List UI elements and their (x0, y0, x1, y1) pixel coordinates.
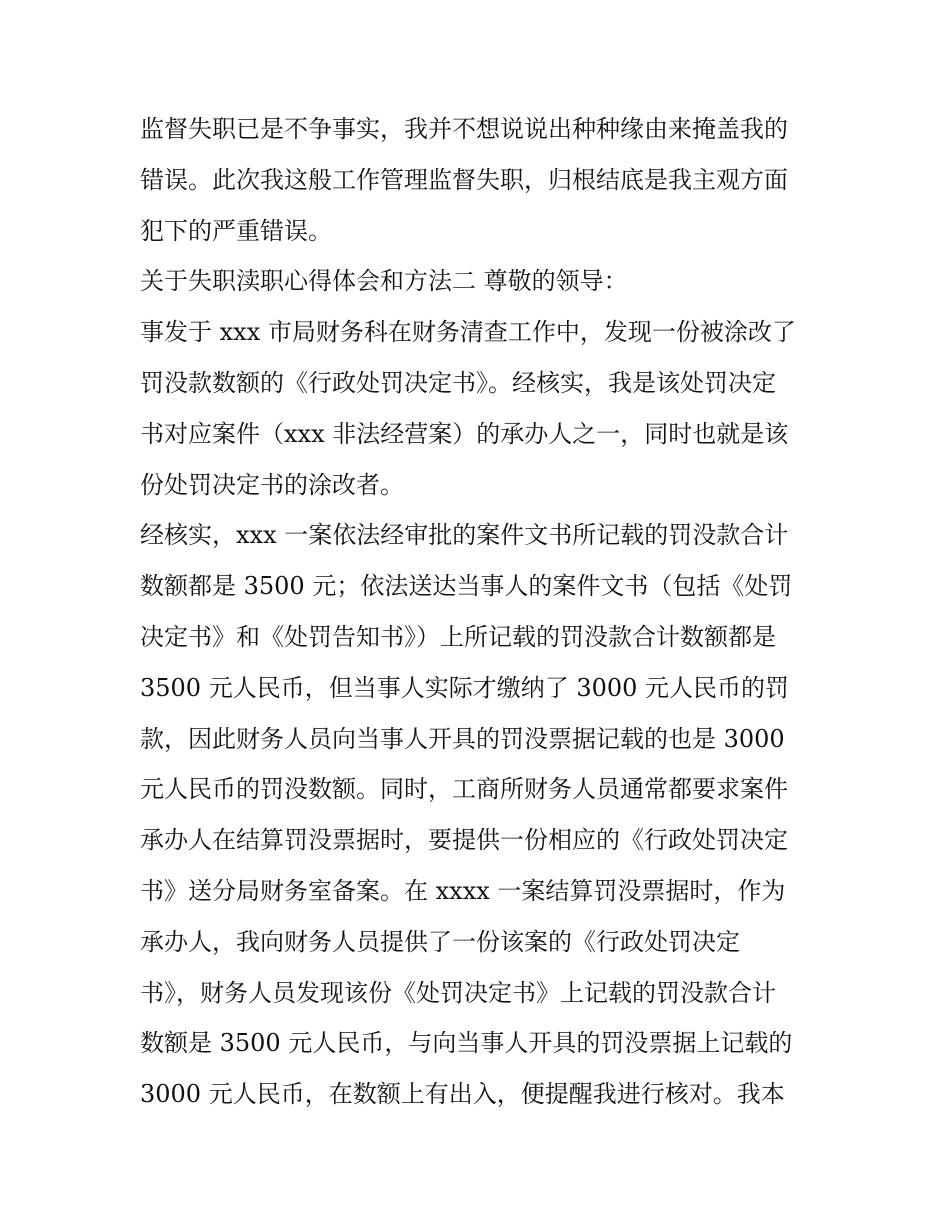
text-line: 3500 元人民币，但当事人实际才缴纳了 3000 元人民币的罚 (140, 673, 790, 702)
text-line: 承办人在结算罚没票据时，要提供一份相应的《行政处罚决定 (140, 826, 788, 855)
text-line: 书》，财务人员发现该份《处罚决定书》上记载的罚没款合计 (140, 978, 776, 1007)
document-body (140, 104, 820, 1120)
text-line: 元人民币的罚没数额。同时，工商所财务人员通常都要求案件 (140, 775, 788, 804)
text-line: 数额是 3500 元人民币，与向当事人开具的罚没票据上记载的 (140, 1029, 793, 1058)
text-line: 份处罚决定书的涂改者。 (140, 470, 404, 499)
text-line: 书》送分局财务室备案。在 xxxx 一案结算罚没票据时，作为 (140, 876, 786, 905)
section-heading-line: 关于失职渎职心得体会和方法二 尊敬的领导： (140, 267, 628, 296)
text-line: 监督失职已是不争事实，我并不想说说出种种缘由来掩盖我的 (140, 115, 788, 143)
text-line: 决定书》和《处罚告知书》）上所记载的罚没款合计数额都是 (140, 622, 776, 651)
text-line: 承办人，我向财务人员提供了一份该案的《行政处罚决定 (140, 927, 740, 956)
text-line: 款，因此财务人员向当事人开具的罚没票据记载的也是 3000 (140, 724, 785, 753)
text-line: 数额都是 3500 元；依法送达当事人的案件文书（包括《处罚 (140, 572, 793, 601)
text-line: 经核实，xxx 一案依法经审批的案件文书所记载的罚没款合计 (140, 521, 789, 550)
text-line: 错误。此次我这般工作管理监督失职，归根结底是我主观方面 (140, 165, 788, 194)
text-line: 罚没款数额的《行政处罚决定书》。经核实，我是该处罚决定 (140, 368, 776, 397)
text-line: 书对应案件（xxx 非法经营案）的承办人之一，同时也就是该 (140, 419, 789, 448)
text-line: 事发于 xxx 市局财务科在财务清查工作中，发现一份被涂改了 (140, 318, 796, 347)
text-line: 犯下的严重错误。 (140, 216, 332, 245)
text-line: 3000 元人民币，在数额上有出入，便提醒我进行核对。我本 (140, 1080, 785, 1109)
